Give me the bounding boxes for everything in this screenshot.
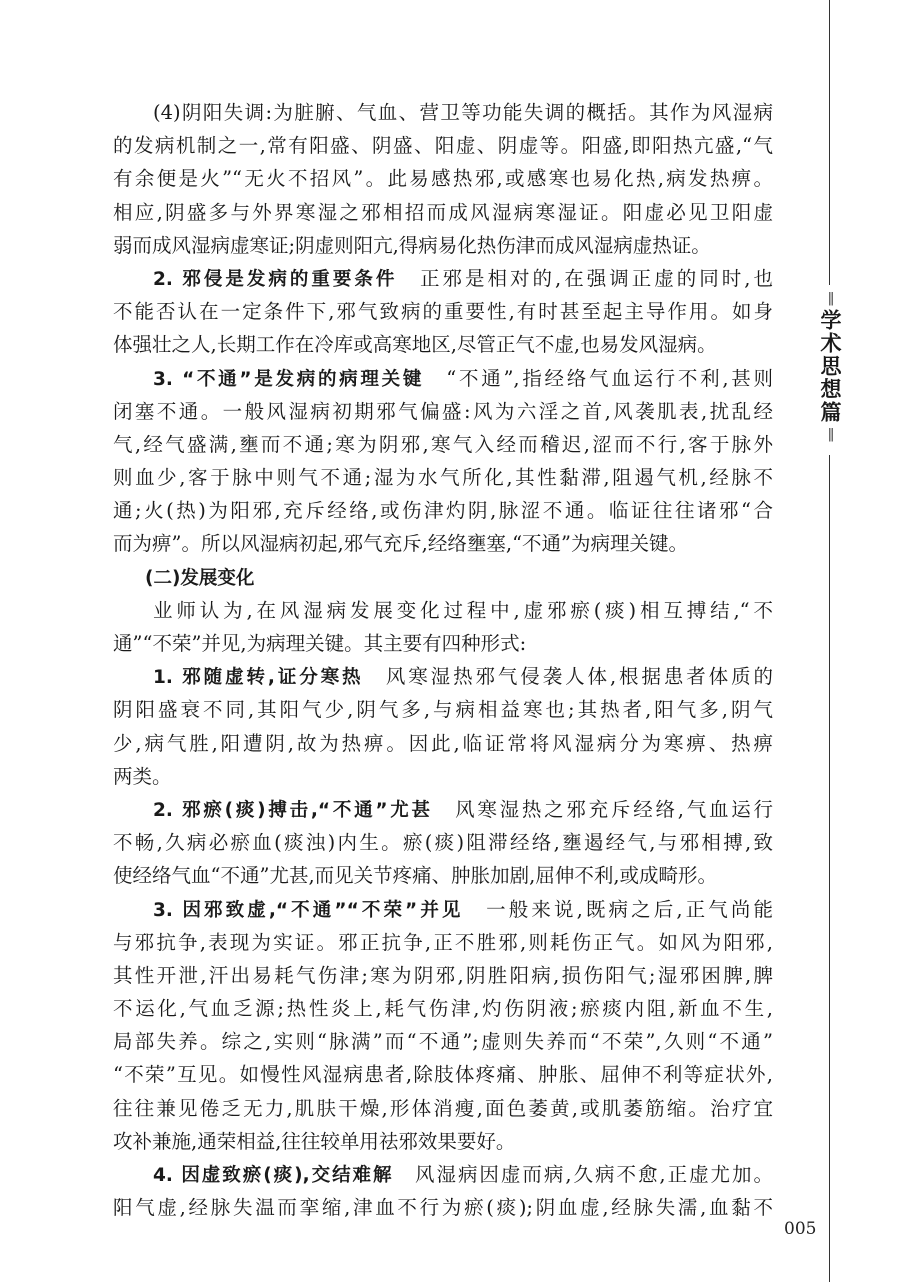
text-line	[113, 660, 773, 693]
text-line: 往往兼见倦乏无力,肌肤干燥,形体消瘦,面色萎黄,或肌萎筋缩。治疗宜	[113, 1096, 773, 1120]
text-line: 体强壮之人,长期工作在冷库或高寒地区,尽管正气不虚,也易发风湿病。	[113, 333, 717, 357]
text-line: “不荣”互见。如慢性风湿病患者,除肢体疼痛、肿胀、屈伸不利等症状外,	[113, 1063, 773, 1087]
text-line: 闭塞不通。一般风湿病初期邪气偏盛:风为六淫之首,风袭肌表,扰乱经	[113, 399, 773, 423]
subheading-text: 风寒湿热邪气侵袭人体,根据患者体质的	[363, 665, 773, 689]
subheading-text: 风湿病因虚而病,久病不愈,正虚尤加。	[393, 1163, 773, 1186]
subheading: 3. 因邪致虚,“不通”“不荣”并见	[153, 899, 464, 921]
text-line	[113, 793, 773, 826]
text-line: 阴阳盛衰不同,其阳气少,阴气多,与病相益寒也;其热者,阳气多,阴气	[113, 698, 773, 722]
text-line: 攻补兼施,通荣相益,往往较单用祛邪效果要好。	[113, 1129, 516, 1153]
text-line: 弱而成风湿病虚寒证;阴虚则阳亢,得病易化热伤津而成风湿病虚热证。	[113, 233, 711, 257]
subheading: 4. 因虚致瘀(痰),交结难解	[153, 1165, 394, 1186]
margin-rule-top	[829, 0, 830, 285]
subheading: 1. 邪随虚转,证分寒热	[153, 667, 364, 689]
text-line: 的发病机制之一,常有阳盛、阴盛、阳虚、阴虚等。阳盛,即阳热亢盛,“气	[113, 134, 773, 158]
text-line: 不能否认在一定条件下,邪气致病的重要性,有时甚至起主导作用。如身	[113, 300, 773, 324]
text-line: 通”“不荣”并见,为病理关键。其主要有四种形式:	[113, 632, 527, 655]
text-line: 不运化,气血乏源;热性炎上,耗气伤津,灼伤阴液;瘀痰内阻,新血不生,	[113, 997, 773, 1021]
text-line: 相应,阴盛多与外界寒湿之邪相招而成风湿病寒湿证。阳虚必见卫阳虚	[113, 200, 773, 224]
section-label: 学术思想篇	[818, 309, 842, 424]
text-line: 通;火(热)为阳邪,充斥经络,或伤津灼阴,脉涩不通。临证往往诸邪“合	[113, 499, 773, 523]
text-line: 使经络气血“不通”尤甚,而见关节疼痛、肿胀加剧,屈伸不利,或成畸形。	[113, 864, 718, 888]
text-line: 阳气虚,经脉失温而挛缩,津血不行为瘀(痰);阴血虚,经脉失濡,血黏不	[113, 1196, 773, 1220]
page-number: 005	[784, 1219, 817, 1239]
text-line: 业师认为,在风湿病发展变化过程中,虚邪瘀(痰)相互搏结,“不	[153, 598, 773, 622]
text-line: 与邪抗争,表现为实证。邪正抗争,正不胜邪,则耗伤正气。如风为阳邪,	[113, 930, 773, 954]
subheading-text: 一般来说,既病之后,正气尚能	[463, 897, 773, 921]
body-text	[113, 96, 773, 1224]
text-line	[113, 1158, 773, 1191]
text-line: 不畅,久病必瘀血(痰浊)内生。瘀(痰)阻滞经络,壅遏经气,与邪相搏,致	[113, 831, 773, 855]
text-line: 局部失养。综之,实则“脉满”而“不通”;虚则失养而“不荣”,久则“不通”	[113, 1030, 773, 1054]
text-line	[113, 262, 773, 295]
text-line: 则血少,客于脉中则气不通;湿为水气所化,其性黏滞,阻遏气机,经脉不	[113, 466, 773, 490]
text-line: 少,病气胜,阳遭阴,故为热痹。因此,临证常将风湿病分为寒痹、热痹	[113, 731, 773, 755]
subheading: 3. “不通”是发病的病理关键	[153, 368, 425, 390]
margin-rule-bottom	[829, 455, 830, 1282]
subheading-text: “不通”,指经络气血运行不利,甚则	[424, 366, 773, 390]
text-line: 气,经气盛满,壅而不通;寒为阴邪,寒气入经而稽迟,涩而不行,客于脉外	[113, 432, 773, 456]
text-line: (4)阴阳失调:为脏腑、气血、营卫等功能失调的概括。其作为风湿病	[153, 101, 773, 124]
text-line: 有余便是火”“无火不招风”。此易感热邪,或感寒也易化热,病发热痹。	[113, 167, 773, 191]
section-heading: (二)发展变化	[145, 567, 255, 589]
section-tab	[816, 292, 844, 441]
subheading: 2. 邪瘀(痰)搏击,“不通”尤甚	[153, 799, 433, 821]
text-line	[113, 362, 773, 395]
text-line: 其性开泄,汗出易耗气伤津;寒为阴邪,阴胜阳病,损伤阳气;湿邪困脾,脾	[113, 963, 773, 987]
text-line	[113, 893, 773, 926]
subheading: 2. 邪侵是发病的重要条件	[153, 268, 398, 290]
subheading-text: 风寒湿热之邪充斥经络,气血运行	[432, 797, 773, 821]
text-line: 而为痹”。所以风湿病初起,邪气充斥,经络壅塞,“不通”为病理关键。	[113, 532, 689, 556]
tab-marks-bottom: ||	[827, 427, 833, 442]
text-line	[113, 561, 773, 594]
tab-marks-top: ||	[827, 291, 833, 306]
text-line: 两类。	[113, 764, 172, 788]
subheading-text: 正邪是相对的,在强调正虚的同时,也	[397, 266, 773, 290]
